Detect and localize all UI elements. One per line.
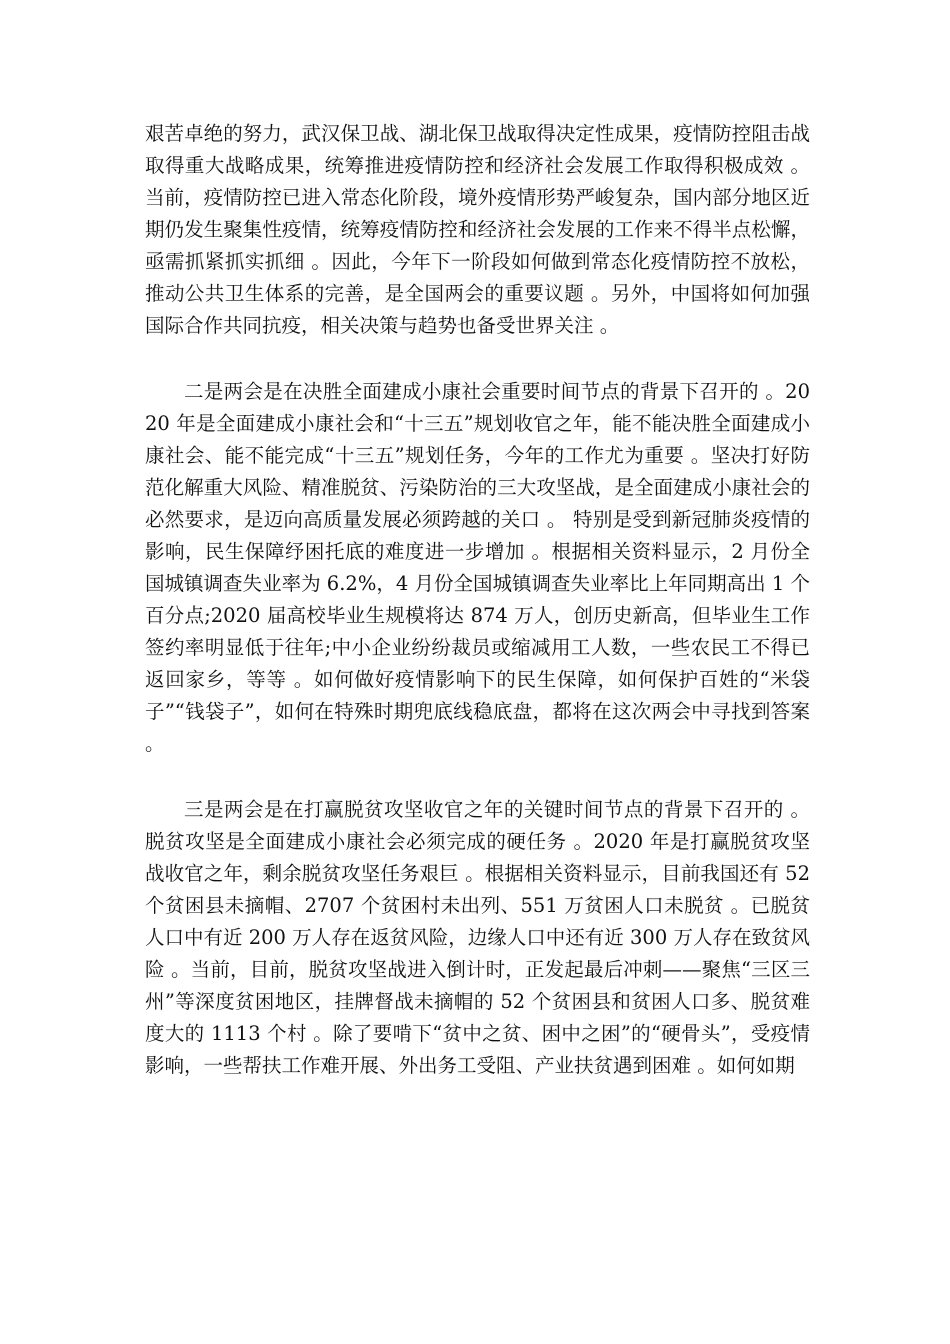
- document-body: [145, 118, 810, 1082]
- paragraph-2: 二是两会是在决胜全面建成小康社会重要时间节点的背景下召开的 。2020 年是全面建成小康社会和“十三五”规划收官之年，能不能决胜全面建成小康社会、能不能完成“十三五”规划任务，今年的工作尤为重要 。坚决打好防范化解重大风险、精准脱贫、污染防治的三大攻坚战，是全面建成小康社会的必然要求，是迈向高质量发展必须跨越的关口 。 特别是受到新冠肺炎疫情的影响，民生保障纾困托底的难度进一步增加 。根据相关资料显示，2 月份全国城镇调查失业率为 6.2%，4 月份全国城镇调查失业率比上年同期高出 1 个百分点;2020 届高校毕业生规模将达 874 万人，创历史新高，但毕业生工作签约率明显低于往年;中小企业纷纷裁员或缩减用工人数，一些农民工不得已返回家乡，等等 。如何做好疫情影响下的民生保障，如何保护百姓的“米袋子”“钱袋子”，如何在特殊时期兜底线稳底盘，都将在这次两会中寻找到答案 。: [145, 380, 810, 755]
- paragraph-3: 三是两会是在打赢脱贫攻坚收官之年的关键时间节点的背景下召开的 。脱贫攻坚是全面建成小康社会必须完成的硬任务 。2020 年是打赢脱贫攻坚战收官之年，剩余脱贫攻坚任务艰巨 。根据相关资料显示，目前我国还有 52 个贫困县未摘帽、2707 个贫困村未出列、551 万贫困人口未脱贫 。已脱贫人口中有近 200 万人存在返贫风险，边缘人口中还有近 300 万人存在致贫风险 。当前，目前，脱贫攻坚战进入倒计时，正发起最后冲刺——聚焦“三区三州”等深度贫困地区，挂牌督战未摘帽的 52 个贫困县和贫困人口多、脱贫难度大的 1113 个村 。除了要啃下“贫中之贫、困中之困”的“硬骨头”，受疫情影响，一些帮扶工作难开展、外出务工受阻、产业扶贫遇到困难 。如何如期: [145, 798, 810, 1077]
- paragraph-1: 艰苦卓绝的努力，武汉保卫战、湖北保卫战取得决定性成果，疫情防控阻击战取得重大战略成果，统筹推进疫情防控和经济社会发展工作取得积极成效 。当前，疫情防控已进入常态化阶段，境外疫情形势严峻复杂，国内部分地区近期仍发生聚集性疫情，统筹疫情防控和经济社会发展的工作来不得半点松懈，亟需抓紧抓实抓细 。因此，今年下一阶段如何做到常态化疫情防控不放松，推动公共卫生体系的完善，是全国两会的重要议题 。另外，中国将如何加强国际合作共同抗疫，相关决策与趋势也备受世界关注 。: [145, 122, 810, 337]
